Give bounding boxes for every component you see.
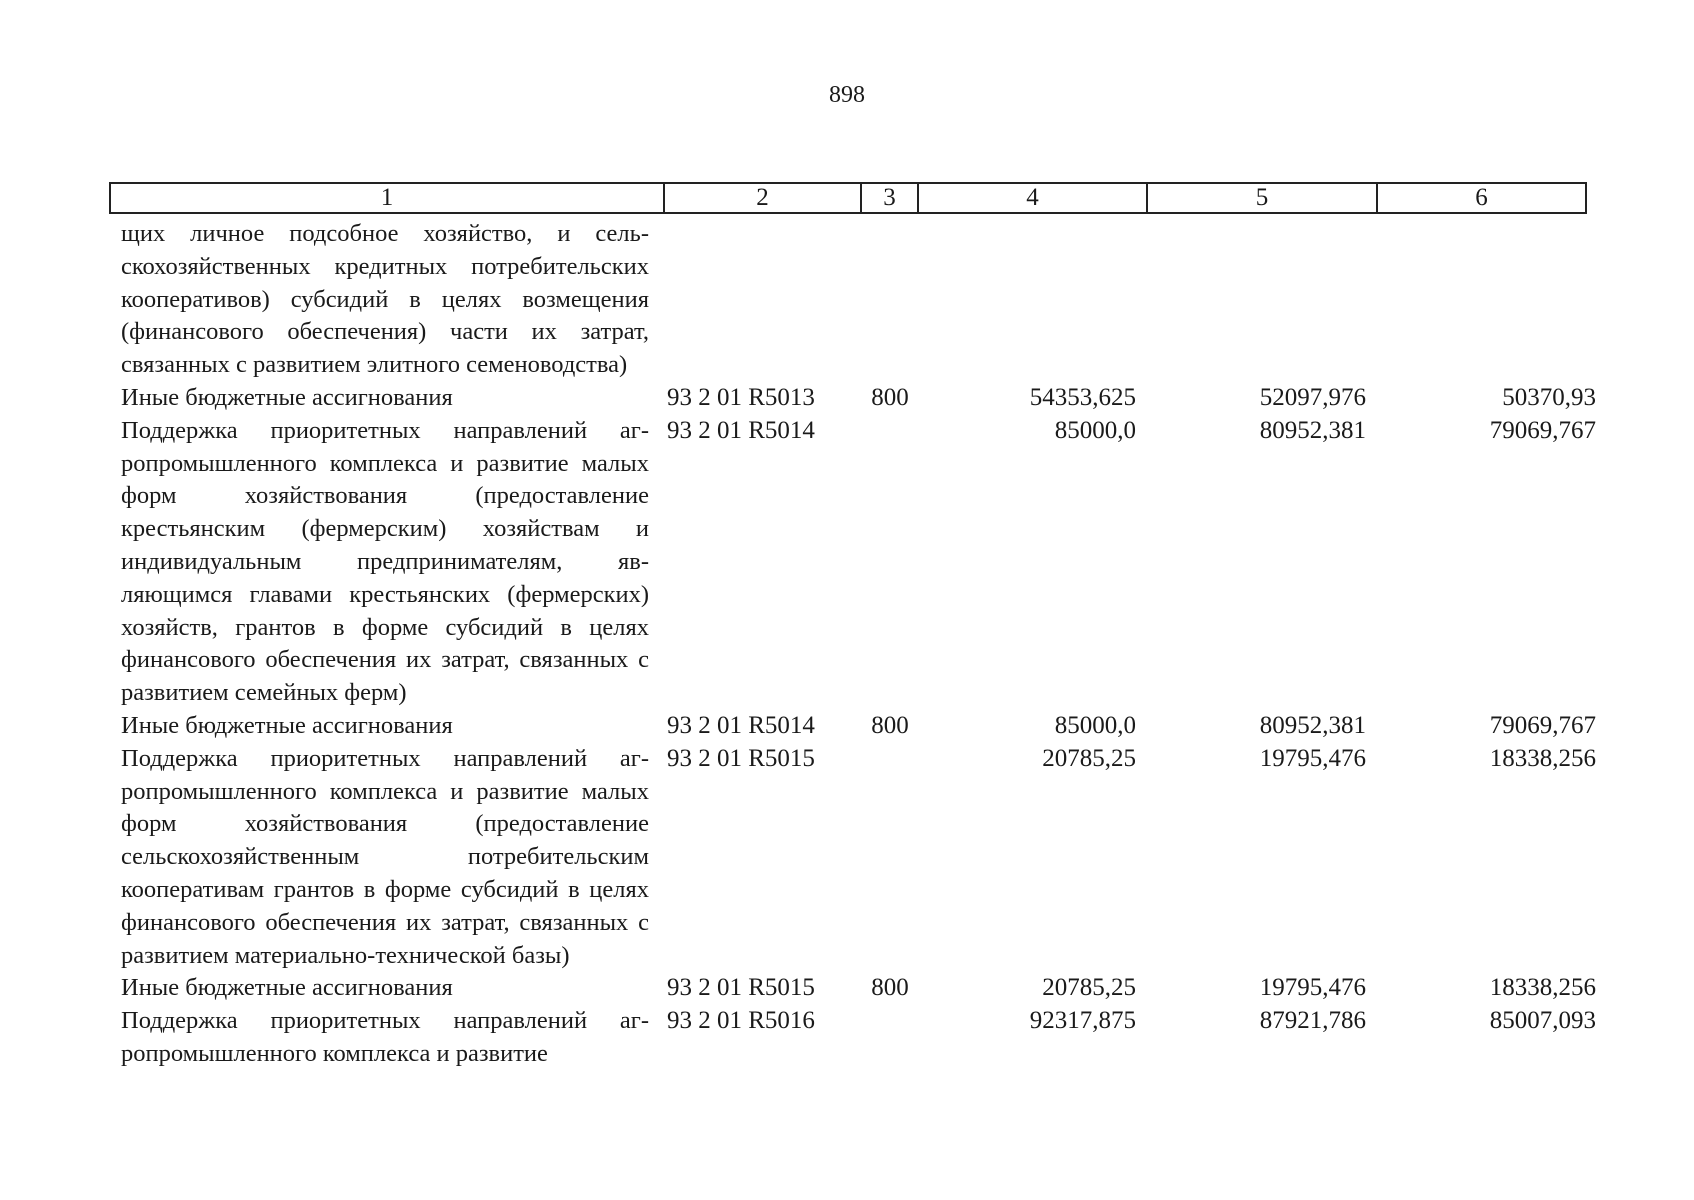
row-value-6: 18338,256 [1489, 744, 1596, 772]
row-code: 93 2 01 R5015 [667, 744, 815, 772]
row-description: Поддержка приоритетных направлений агропромышленного комплекса и развитие малых форм хозяйствования (предоставление крестьянским (фермерским) хозяйствам и индивидуальным предпринимателям, являющимся главами крестьянских (фермерских) хозяйств, грантов в форме субсидий в целях финансового обеспечения их затрат, связанных с развитием семейных ферм) [121, 416, 649, 707]
table-row [121, 710, 1601, 743]
row-value-4: 85000,0 [1054, 711, 1136, 739]
row-value-4: 20785,25 [1042, 974, 1136, 1002]
header-col-1: 1 [111, 184, 665, 212]
row-description: Иные бюджетные ассигнования [121, 711, 453, 739]
row-value-4: 92317,875 [1029, 1007, 1136, 1035]
row-code: 93 2 01 R5015 [667, 974, 815, 1002]
row-type: 800 [871, 711, 909, 739]
row-type: 800 [871, 383, 909, 411]
table-row [121, 972, 1601, 1005]
row-code: 93 2 01 R5016 [667, 1007, 815, 1035]
header-col-4: 4 [919, 184, 1148, 212]
row-value-6: 50370,93 [1502, 383, 1596, 411]
row-value-5: 19795,476 [1259, 974, 1366, 1002]
row-code: 93 2 01 R5014 [667, 711, 815, 739]
table-header [109, 182, 1587, 214]
row-description: Иные бюджетные ассигнования [121, 383, 453, 411]
row-value-4: 20785,25 [1042, 744, 1136, 772]
row-value-5: 80952,381 [1259, 416, 1366, 444]
row-code: 93 2 01 R5014 [667, 416, 815, 444]
row-code: 93 2 01 R5013 [667, 383, 815, 411]
row-value-6: 79069,767 [1489, 711, 1596, 739]
row-value-6: 18338,256 [1489, 974, 1596, 1002]
row-value-6: 85007,093 [1489, 1007, 1596, 1035]
page-number: 898 [829, 82, 865, 108]
table-row [121, 415, 1601, 710]
row-value-5: 52097,976 [1259, 383, 1366, 411]
header-col-3: 3 [862, 184, 919, 212]
table-row [121, 1005, 1601, 1071]
row-value-4: 85000,0 [1054, 416, 1136, 444]
row-description: Иные бюджетные ассигнования [121, 974, 453, 1002]
header-col-5: 5 [1148, 184, 1378, 212]
table-row [121, 743, 1601, 973]
row-value-5: 87921,786 [1259, 1007, 1366, 1035]
row-value-6: 79069,767 [1489, 416, 1596, 444]
row-description: щих личное подсобное хозяйство, и сельскохозяйственных кредитных потребительских кооперативов) субсидий в целях возмещения (финансового обеспечения) части их затрат, связанных с развитием элитного семеноводства) [121, 220, 649, 379]
row-description: Поддержка приоритетных направлений агропромышленного комплекса и развитие малых форм хозяйствования (предоставление сельскохозяйственным потребительским кооперативам грантов в форме субсидий в целях финансового обеспечения их затрат, связанных с развитием материально-технической базы) [121, 744, 649, 969]
row-description: Поддержка приоритетных направлений агропромышленного комплекса и развитие [121, 1007, 649, 1067]
table-body [121, 218, 1601, 1071]
table-row [121, 218, 1601, 382]
row-value-4: 54353,625 [1029, 383, 1136, 411]
header-col-2: 2 [665, 184, 862, 212]
table-row [121, 382, 1601, 415]
row-value-5: 19795,476 [1259, 744, 1366, 772]
row-type: 800 [871, 974, 909, 1002]
row-value-5: 80952,381 [1259, 711, 1366, 739]
header-col-6: 6 [1475, 184, 1488, 211]
